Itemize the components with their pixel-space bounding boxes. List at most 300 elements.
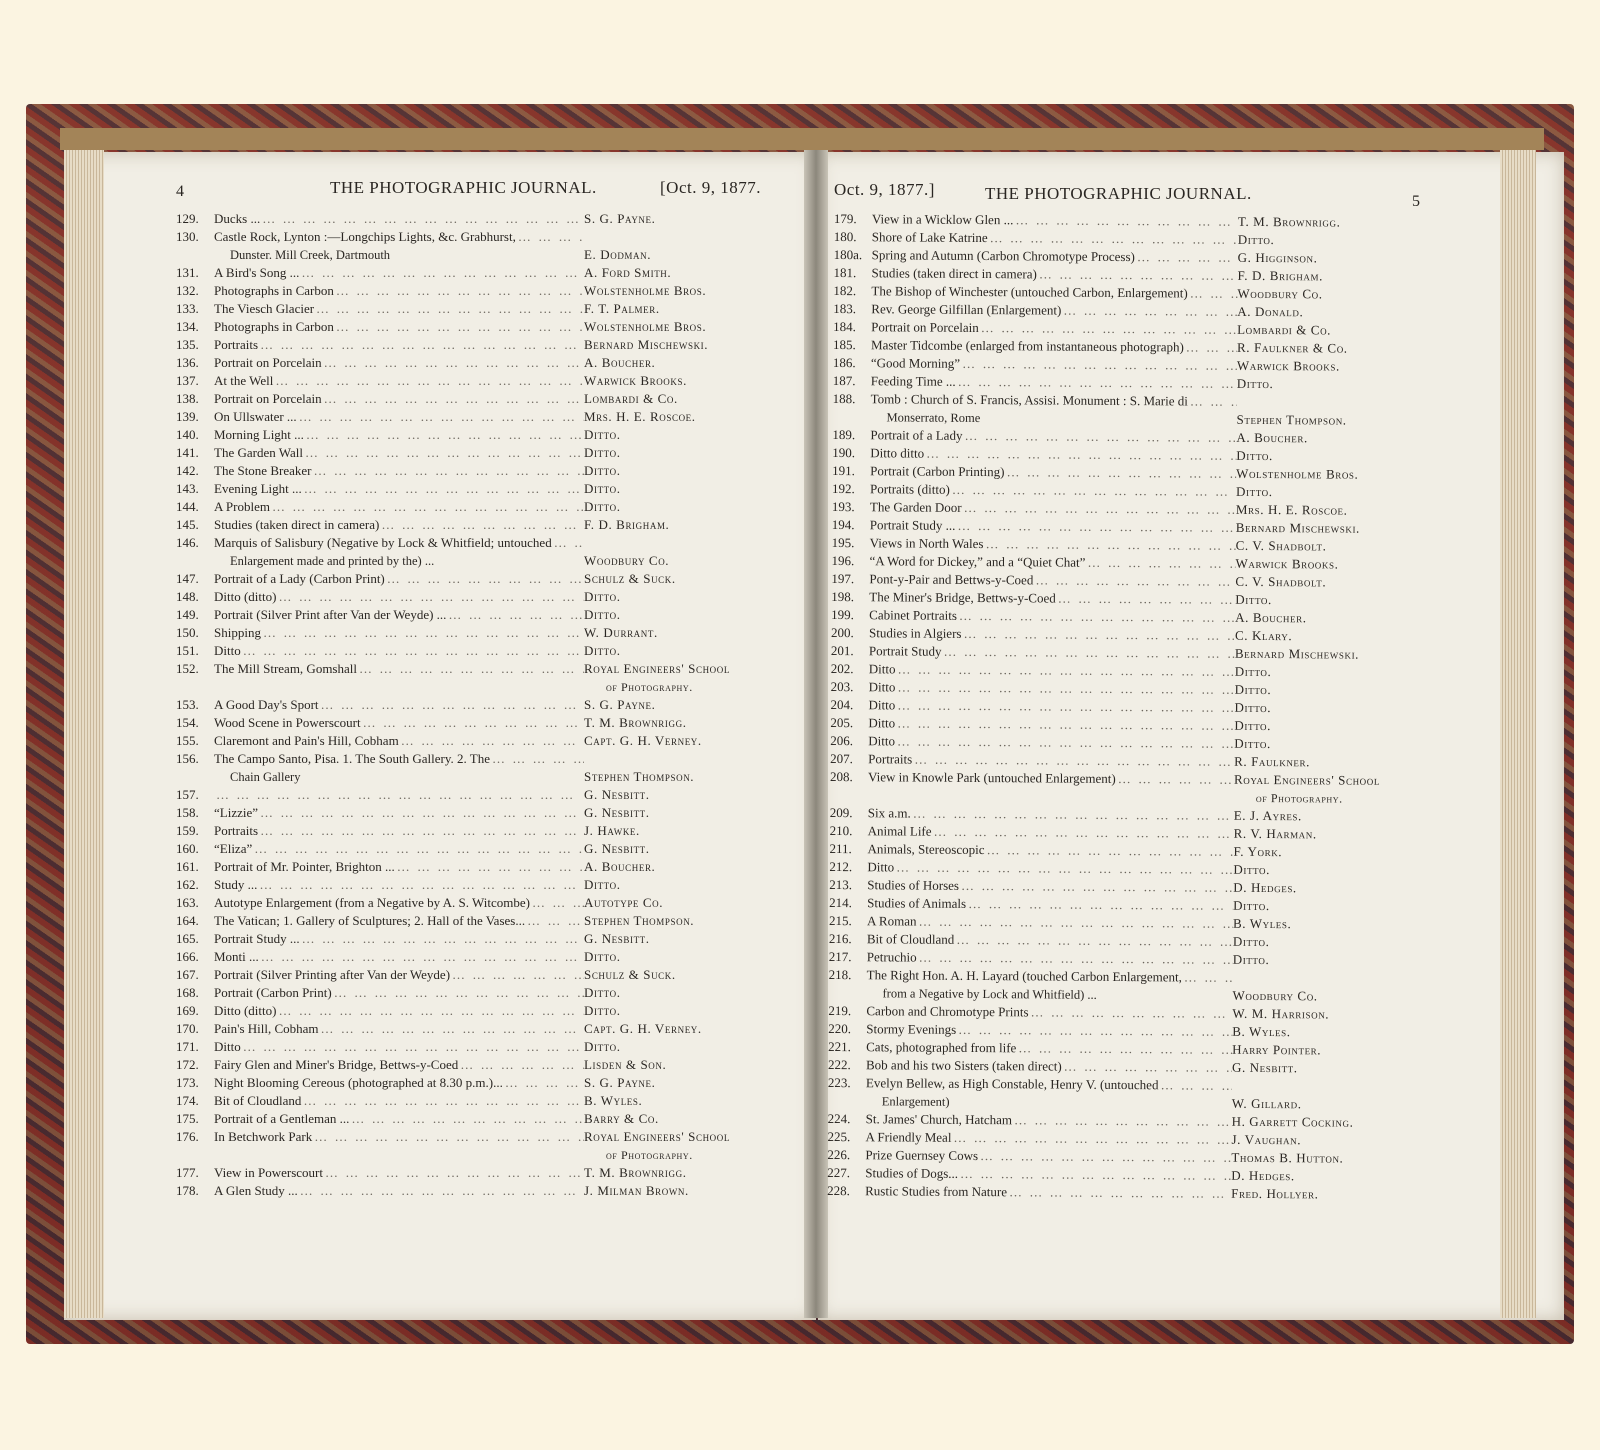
entry-number: 130. xyxy=(176,229,199,244)
entry-title-text: Castle Rock, Lynton :—Longchips Lights, &c. Grabhurst, xyxy=(214,229,516,244)
cover-turn-in xyxy=(60,128,1544,150)
entry-exhibitor xyxy=(1232,1095,1410,1114)
entry-number: 193. xyxy=(831,498,855,515)
entry-exhibitor xyxy=(1236,429,1414,448)
entry-number: 144. xyxy=(176,499,199,514)
leader-dots xyxy=(361,714,584,732)
entry-exhibitor-name: J. Milman Brown. xyxy=(584,1183,689,1198)
entry-number: 207. xyxy=(830,750,853,767)
entry-exhibitor-name: T. M. Brownrigg. xyxy=(584,715,687,730)
entry-exhibitor xyxy=(584,444,764,462)
entry-exhibitor xyxy=(584,876,764,894)
leader-dots xyxy=(950,481,1236,501)
entry-number: 167. xyxy=(176,967,199,982)
catalogue-entry xyxy=(176,786,764,804)
entry-title-text: Ditto xyxy=(214,1039,241,1054)
entry-exhibitor-continuation: of Photography. xyxy=(606,680,693,694)
entry-number: 136. xyxy=(176,355,199,370)
leader-dots xyxy=(960,355,1237,375)
catalogue-entry xyxy=(176,714,764,732)
entry-title-text: Night Blooming Cereous (photographed at 8.30 p.m.)... xyxy=(214,1075,503,1090)
entry-exhibitor xyxy=(1233,933,1411,952)
entry-exhibitor-name: Ditto. xyxy=(1234,735,1271,752)
entry-exhibitor xyxy=(584,1038,764,1056)
entry-exhibitor-name: D. Hedges. xyxy=(1233,879,1297,896)
entry-title xyxy=(870,444,924,462)
entry-number: 209. xyxy=(829,804,853,821)
entry-exhibitor-continuation: of Photography. xyxy=(1255,790,1343,806)
entry-title-text: Animals, Stereoscopic xyxy=(867,841,985,858)
entry-exhibitor-name: R. Faulkner. xyxy=(1234,753,1311,770)
entry-exhibitor-name: A. Boucher. xyxy=(584,355,656,370)
entry-exhibitor xyxy=(584,354,764,372)
entry-exhibitor xyxy=(584,1092,764,1110)
entry-number: 157. xyxy=(176,787,199,802)
entry-exhibitor-name: Ditto. xyxy=(1235,483,1273,500)
leader-dots xyxy=(516,228,584,264)
leader-dots xyxy=(924,445,1236,465)
entry-number: 159. xyxy=(176,823,199,838)
entry-exhibitor-name: Capt. G. H. Verney. xyxy=(584,1021,702,1036)
entry-exhibitor-name: Woodbury Co. xyxy=(584,553,670,568)
catalogue-entry xyxy=(176,210,764,228)
entry-title-text: Portrait of a Lady (Carbon Print) xyxy=(214,571,385,586)
entry-number: 170. xyxy=(176,1021,199,1036)
entry-exhibitor xyxy=(584,1110,764,1128)
entry-number: 223. xyxy=(827,1074,851,1091)
leader-dots xyxy=(959,877,1233,897)
entry-exhibitor xyxy=(1232,1041,1410,1060)
entry-title-text: Portrait (Silver Printing after Van der Weyde) xyxy=(214,967,451,982)
entry-title-text: Portraits xyxy=(214,337,259,352)
entry-title-text: Monti ... xyxy=(214,949,259,964)
leader-dots xyxy=(1028,1003,1232,1022)
entry-exhibitor xyxy=(584,966,764,984)
leader-dots xyxy=(1013,211,1238,231)
entry-title-text: In Betchwork Park xyxy=(214,1129,313,1144)
leader-dots xyxy=(954,931,1233,951)
entry-title-text: Fairy Glen and Miner's Bridge, Bettws-y-Coed xyxy=(214,1057,459,1072)
entry-title-text: The Garden Wall xyxy=(214,445,303,460)
leader-dots xyxy=(258,822,584,840)
entry-title-text: Portrait of a Gentleman ... xyxy=(214,1111,350,1126)
entry-title-text: The Stone Breaker xyxy=(214,463,312,478)
entry-exhibitor-name: Stephen Thompson. xyxy=(584,913,695,928)
entry-number: 206. xyxy=(830,732,854,749)
entry-exhibitor-name: F. D. Brigham. xyxy=(1237,267,1324,284)
catalogue-entry xyxy=(828,966,1410,1006)
left-page-edges xyxy=(64,150,104,1318)
entry-exhibitor-name: D. Hedges. xyxy=(1231,1167,1295,1184)
entry-title-text: Evening Light ... xyxy=(214,481,302,496)
entry-number: 190. xyxy=(832,444,856,461)
entry-exhibitor-name: Ditto. xyxy=(584,499,621,514)
entry-number: 205. xyxy=(830,714,854,731)
entry-title-text: Rev. George Gilfillan (Enlargement) xyxy=(871,301,1062,318)
entry-exhibitor-name: Ditto. xyxy=(1234,681,1272,698)
entry-title-text: Portrait (Silver Print after Van der Weyde) ... xyxy=(214,607,447,622)
entry-number: 218. xyxy=(828,966,852,983)
entry-number: 220. xyxy=(828,1020,852,1037)
catalogue-entry xyxy=(176,372,764,390)
entry-exhibitor-name: Ditto. xyxy=(1235,591,1272,608)
entry-exhibitor xyxy=(584,1056,764,1074)
catalogue-entry xyxy=(176,228,764,264)
entry-exhibitor-name: Bernard Mischewski. xyxy=(1235,519,1360,536)
entry-title xyxy=(869,624,962,643)
entry-title xyxy=(870,426,962,445)
left-page-number: 4 xyxy=(176,183,184,200)
leader-dots xyxy=(895,678,1234,698)
entry-title xyxy=(214,498,270,516)
entry-exhibitor xyxy=(1237,339,1415,358)
entry-title-text: Portrait Study ... xyxy=(214,931,300,946)
entry-number: 213. xyxy=(829,876,853,893)
entry-title-text: Six a.m. xyxy=(867,805,911,821)
entry-number: 227. xyxy=(827,1164,851,1181)
leader-dots xyxy=(1135,248,1238,267)
entry-exhibitor-name: Lisden & Son. xyxy=(584,1057,667,1072)
entry-exhibitor-name: G. Nesbitt. xyxy=(584,931,650,946)
leader-dots xyxy=(1037,265,1238,284)
entry-number: 178. xyxy=(176,1183,199,1198)
leader-dots xyxy=(955,517,1236,537)
catalogue-entry xyxy=(176,930,764,948)
entry-title-text: View in a Wicklow Glen ... xyxy=(871,211,1014,228)
leader-dots xyxy=(319,1020,584,1038)
leader-dots xyxy=(314,300,584,318)
entry-title xyxy=(214,930,300,948)
entry-title-text: Pont-y-Pair and Bettws-y-Coed xyxy=(869,571,1034,588)
entry-exhibitor-name: Bernard Mischewski. xyxy=(584,337,709,352)
leader-dots xyxy=(894,858,1233,878)
entry-exhibitor-name: Ditto. xyxy=(584,463,621,478)
entry-exhibitor xyxy=(1234,717,1412,736)
entry-exhibitor-name: Ditto. xyxy=(584,607,621,622)
entry-title-text: Studies (taken direct in camera) xyxy=(871,265,1037,282)
catalogue-entry xyxy=(176,984,764,1002)
entry-exhibitor xyxy=(1233,897,1411,916)
entry-title-text: The Campo Santo, Pisa. 1. The South Gallery. 2. The xyxy=(214,751,490,766)
entry-exhibitor-name: Ditto. xyxy=(584,445,621,460)
entry-title-text: Animal Life xyxy=(867,823,932,839)
entry-exhibitor xyxy=(584,426,764,444)
right-entry-list xyxy=(827,210,1416,1204)
entry-title xyxy=(867,894,966,913)
entry-exhibitor-name: Stephen Thompson. xyxy=(584,769,695,784)
entry-exhibitor xyxy=(1236,411,1414,430)
entry-number: 228. xyxy=(827,1182,850,1199)
catalogue-entry xyxy=(176,840,764,858)
leader-dots xyxy=(385,570,584,588)
entry-title xyxy=(214,426,304,444)
catalogue-entry xyxy=(176,336,764,354)
leader-dots xyxy=(303,444,584,462)
entry-title xyxy=(214,624,261,642)
entry-exhibitor-name: A. Boucher. xyxy=(1235,609,1307,626)
entry-exhibitor-name: Warwick Brooks. xyxy=(1235,555,1339,572)
entry-title xyxy=(214,1110,349,1128)
entry-exhibitor-name: Wolstenholme Bros. xyxy=(1236,465,1359,482)
leader-dots xyxy=(322,354,584,372)
entry-title-continuation: Monserrato, Rome xyxy=(886,410,981,426)
entry-number: 152. xyxy=(176,661,199,676)
entry-exhibitor xyxy=(584,930,764,948)
entry-number: 215. xyxy=(828,912,852,929)
entry-title-text: The Garden Door xyxy=(869,499,962,515)
entry-title xyxy=(866,1056,1062,1075)
entry-title xyxy=(214,966,450,984)
entry-title-text: Shore of Lake Katrine xyxy=(871,229,988,246)
entry-title-text: Rustic Studies from Nature xyxy=(865,1183,1008,1200)
entry-title-text: The Right Hon. A. H. Layard (touched Carbon Enlargement, xyxy=(866,967,1183,985)
leader-dots xyxy=(297,408,584,426)
entry-exhibitor xyxy=(1236,465,1414,484)
entry-exhibitor xyxy=(1235,663,1413,682)
entry-title xyxy=(865,1182,1007,1201)
entry-number: 222. xyxy=(827,1056,851,1073)
entry-number: 161. xyxy=(176,859,199,874)
entry-exhibitor xyxy=(584,1002,764,1020)
entry-exhibitor xyxy=(584,858,764,876)
entry-number: 171. xyxy=(176,1039,199,1054)
entry-title-continuation: Chain Gallery xyxy=(230,770,301,784)
entry-exhibitor-name: J. Hawke. xyxy=(584,823,640,838)
entry-exhibitor-name: Mrs. H. E. Roscoe. xyxy=(1235,501,1348,518)
entry-title-text: Wood Scene in Powerscourt xyxy=(214,715,361,730)
entry-title xyxy=(214,696,319,714)
entry-exhibitor-name: A. Boucher. xyxy=(584,859,656,874)
catalogue-entry xyxy=(176,282,764,300)
leader-dots xyxy=(252,840,584,858)
entry-title xyxy=(214,588,276,606)
entry-exhibitor-name: Ditto. xyxy=(584,589,621,604)
entry-number: 155. xyxy=(176,733,199,748)
entry-number: 189. xyxy=(832,426,856,443)
entry-exhibitor-name: Wolstenholme Bros. xyxy=(584,319,707,334)
entry-exhibitor-name: Ditto. xyxy=(1233,897,1270,914)
entry-number: 134. xyxy=(176,319,199,334)
entry-number: 150. xyxy=(176,625,199,640)
entry-exhibitor xyxy=(584,336,764,354)
entry-title xyxy=(872,228,988,247)
entry-exhibitor xyxy=(1237,303,1415,322)
entry-title xyxy=(866,966,1182,1004)
entry-exhibitor-name: F. T. Palmer. xyxy=(584,301,660,316)
entry-number: 186. xyxy=(832,354,856,371)
entry-title xyxy=(865,1128,951,1147)
entry-number: 131. xyxy=(176,265,199,280)
entry-title-text: Bit of Cloudland xyxy=(214,1093,302,1108)
entry-number: 153. xyxy=(176,697,199,712)
entry-title-text: Prize Guernsey Cows xyxy=(865,1147,979,1164)
entry-exhibitor-name: J. Vaughan. xyxy=(1231,1131,1302,1148)
catalogue-entry xyxy=(176,588,764,606)
leader-dots xyxy=(958,1165,1231,1185)
entry-title-text: Petruchio xyxy=(866,949,917,965)
entry-exhibitor-name: Ditto. xyxy=(584,427,621,442)
leader-dots xyxy=(332,984,584,1002)
entry-title xyxy=(866,1038,1016,1057)
entry-exhibitor-name: Royal Engineers' School xyxy=(584,661,730,676)
entry-title-text: View in Powerscourt xyxy=(214,1165,323,1180)
entry-exhibitor-name: G. Nesbitt. xyxy=(584,841,650,856)
entry-exhibitor-name: Mrs. H. E. Roscoe. xyxy=(584,409,696,424)
catalogue-entry xyxy=(176,624,764,642)
entry-number: 195. xyxy=(831,534,855,551)
book-gutter xyxy=(804,150,828,1318)
entry-number: 179. xyxy=(833,210,857,227)
catalogue-entry xyxy=(176,390,764,408)
entry-title-text: Master Tidcombe (enlarged from instantaneous photograph) xyxy=(871,337,1184,355)
entry-exhibitor xyxy=(584,714,764,732)
leader-dots xyxy=(957,607,1235,627)
entry-exhibitor xyxy=(584,1128,764,1164)
entry-number: 149. xyxy=(176,607,199,622)
catalogue-entry xyxy=(176,750,764,786)
entry-exhibitor xyxy=(1237,357,1415,376)
entry-title-text: The Miner's Bridge, Bettws-y-Coed xyxy=(869,589,1056,606)
entry-exhibitor xyxy=(1232,1113,1410,1132)
leader-dots xyxy=(258,336,584,354)
entry-number: 194. xyxy=(831,516,855,533)
entry-title xyxy=(869,606,957,625)
entry-title xyxy=(214,858,395,876)
entry-title-text: Tomb : Church of S. Francis, Assisi. Monument : S. Marie di xyxy=(870,391,1188,409)
entry-title xyxy=(868,750,912,768)
entry-exhibitor-name: Ditto. xyxy=(1233,861,1271,878)
entry-title xyxy=(871,372,956,391)
entry-exhibitor xyxy=(1232,987,1410,1006)
entry-title xyxy=(865,1164,958,1183)
entry-exhibitor xyxy=(584,606,764,624)
entry-title xyxy=(214,840,252,858)
entry-exhibitor xyxy=(1238,249,1416,268)
entry-title xyxy=(869,588,1056,607)
leader-dots xyxy=(932,823,1234,843)
entry-title xyxy=(870,498,962,517)
entry-exhibitor-continuation: of Photography. xyxy=(606,1148,693,1162)
entry-title-continuation: Dunster. Mill Creek, Dartmouth xyxy=(230,248,391,262)
catalogue-entry xyxy=(176,642,764,660)
entry-exhibitor xyxy=(1236,537,1414,556)
leader-dots xyxy=(299,264,584,282)
entry-exhibitor xyxy=(1234,771,1412,808)
entry-exhibitor xyxy=(1234,807,1412,826)
entry-exhibitor-name: Fred. Hollyer. xyxy=(1231,1185,1319,1202)
leader-dots xyxy=(1012,1111,1232,1131)
entry-title xyxy=(871,300,1061,319)
entry-number: 183. xyxy=(833,300,857,317)
entry-exhibitor xyxy=(1238,231,1416,250)
entry-title xyxy=(868,804,911,822)
entry-title xyxy=(868,768,1116,806)
entry-title-text: Views in North Wales xyxy=(869,535,984,552)
entry-exhibitor-name: Barry & Co. xyxy=(584,1111,659,1126)
entry-title xyxy=(868,822,932,840)
entry-title xyxy=(214,462,311,480)
entry-title xyxy=(867,840,984,859)
leader-dots xyxy=(257,876,584,894)
entry-number: 145. xyxy=(176,517,199,532)
leader-dots xyxy=(214,786,584,804)
leader-dots xyxy=(1062,1058,1232,1077)
catalogue-entry xyxy=(176,1056,764,1074)
entry-title-text: Portrait of Mr. Pointer, Brighton ... xyxy=(214,859,395,874)
entry-exhibitor xyxy=(584,552,764,570)
catalogue-entry xyxy=(176,1110,764,1128)
leader-dots xyxy=(241,1038,584,1056)
entry-exhibitor xyxy=(584,984,764,1002)
entry-exhibitor-name: G. Nesbitt. xyxy=(1231,1059,1298,1076)
entry-exhibitor-name: W. Gillard. xyxy=(1231,1095,1302,1112)
entry-title-text: Portraits xyxy=(868,751,913,767)
leader-dots xyxy=(349,1110,584,1128)
entry-exhibitor-name: Ditto. xyxy=(1234,663,1272,680)
entry-exhibitor xyxy=(1233,861,1411,880)
entry-title xyxy=(214,264,299,282)
entry-number: 166. xyxy=(176,949,199,964)
leader-dots xyxy=(450,966,584,984)
entry-number: 146. xyxy=(176,535,199,550)
entry-title-text: Ditto xyxy=(214,643,241,658)
catalogue-entry xyxy=(176,426,764,444)
entry-number: 198. xyxy=(831,588,855,605)
entry-number: 180a. xyxy=(833,246,863,263)
leader-dots xyxy=(446,606,584,624)
entry-number: 163. xyxy=(176,895,199,910)
entry-exhibitor xyxy=(584,480,764,498)
catalogue-entry xyxy=(176,264,764,282)
leader-dots xyxy=(322,390,584,408)
entry-title-text: Ditto xyxy=(868,679,896,695)
entry-title xyxy=(869,552,1085,572)
entry-title xyxy=(214,732,399,750)
entry-number: 200. xyxy=(830,624,854,641)
entry-title xyxy=(214,282,334,300)
entry-exhibitor xyxy=(1231,1185,1409,1204)
entry-title-text: Ditto xyxy=(868,697,896,713)
entry-title xyxy=(214,660,357,696)
leader-dots xyxy=(1188,392,1237,428)
entry-title xyxy=(214,714,361,732)
entry-title xyxy=(214,1164,323,1182)
leader-dots xyxy=(895,714,1234,734)
entry-exhibitor xyxy=(584,570,764,588)
entry-exhibitor-name: Ditto. xyxy=(584,985,621,1000)
leader-dots xyxy=(1016,1039,1232,1059)
entry-number: 165. xyxy=(176,931,199,946)
entry-title xyxy=(866,1020,956,1039)
entry-exhibitor xyxy=(584,588,764,606)
entry-title-text: St. James' Church, Hatcham xyxy=(865,1111,1013,1128)
leader-dots xyxy=(276,588,584,606)
entry-exhibitor xyxy=(584,624,764,642)
leader-dots xyxy=(530,894,584,912)
entry-title-text: A Bird's Song ... xyxy=(214,265,300,280)
catalogue-entry xyxy=(176,822,764,840)
leader-dots xyxy=(258,804,584,822)
entry-number: 158. xyxy=(176,805,199,820)
entry-exhibitor xyxy=(584,642,764,660)
entry-exhibitor xyxy=(584,894,764,912)
entry-title xyxy=(214,642,241,660)
entry-exhibitor-name: T. M. Brownrigg. xyxy=(584,1165,687,1180)
entry-number: 133. xyxy=(176,301,199,316)
catalogue-entry xyxy=(176,894,764,912)
entry-title xyxy=(214,372,273,390)
entry-exhibitor-name: F. York. xyxy=(1233,843,1283,860)
